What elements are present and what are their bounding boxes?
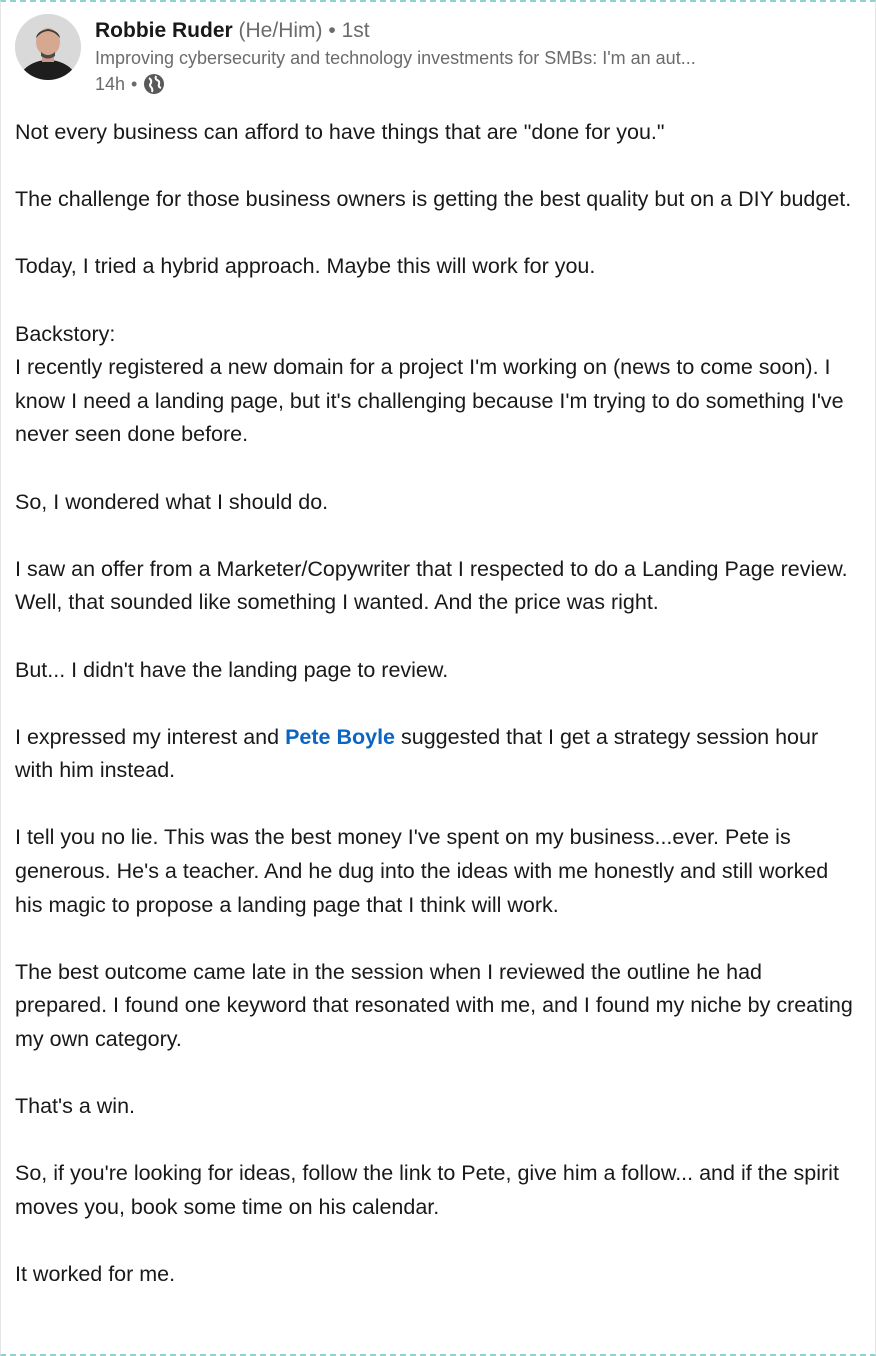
mention-lead-text: I expressed my interest and (15, 724, 286, 749)
post-paragraph: So, I wondered what I should do. (15, 489, 329, 514)
post-meta (95, 71, 855, 97)
post-paragraph: I saw an offer from a Marketer/Copywriter that I respected to do a Landing Page review. Well, that sounded like something I wanted. And the price was right. (15, 556, 848, 615)
post-paragraph: The best outcome came late in the session when I reviewed the outline he had prepared. I found one keyword that resonated with me, and I found my niche by creating my own category. (15, 959, 853, 1052)
post-paragraph: So, if you're looking for ideas, follow the link to Pete, give him a follow... and if the spirit moves you, book some time on his calendar. (15, 1161, 839, 1219)
post-header (15, 14, 855, 104)
connection-degree: 1st (341, 19, 370, 42)
degree-separator: • (328, 19, 336, 42)
post-body (15, 116, 855, 1325)
meta-separator: • (131, 74, 138, 94)
avatar[interactable] (15, 14, 81, 80)
post-paragraph: Not every business can afford to have things that are "done for you." (15, 120, 665, 144)
author-pronouns: (He/Him) (238, 19, 323, 42)
post-time: 14h (95, 74, 126, 94)
backstory-heading: Backstory: (15, 321, 116, 346)
avatar-photo (15, 14, 81, 80)
post-paragraph (15, 318, 855, 452)
post-paragraph: It worked for me. (15, 1262, 176, 1287)
author-line (95, 17, 855, 45)
mention-trailing-text: suggested that I get a strategy session hour with him instead. (15, 724, 819, 783)
post-paragraph: Today, I tried a hybrid approach. Maybe this will work for you. (15, 254, 596, 279)
mention-link-pete-boyle[interactable]: Pete Boyle (285, 724, 396, 749)
post-paragraph: But... I didn't have the landing page to review. (15, 657, 449, 682)
author-headline[interactable]: Improving cybersecurity and technology investments for SMBs: I'm an aut... (95, 48, 696, 68)
author-name[interactable]: Robbie Ruder (95, 19, 233, 42)
author-block (95, 17, 855, 97)
post-paragraph (15, 721, 855, 788)
globe-icon (143, 73, 165, 95)
backstory-body: I recently registered a new domain for a project I'm working on (news to come soon). I know I need a landing page, but it's challenging because I'm trying to do something I've never seen done before. (15, 355, 844, 447)
post-paragraph: I tell you no lie. This was the best money I've spent on my business...ever. Pete is generous. He's a teacher. And he dug into the ideas with me honestly and still worked his magic to propose a landing page that I think will work. (15, 825, 829, 917)
post-paragraph: The challenge for those business owners is getting the best quality but on a DIY budget. (15, 187, 852, 212)
post-paragraph: That's a win. (15, 1094, 136, 1119)
